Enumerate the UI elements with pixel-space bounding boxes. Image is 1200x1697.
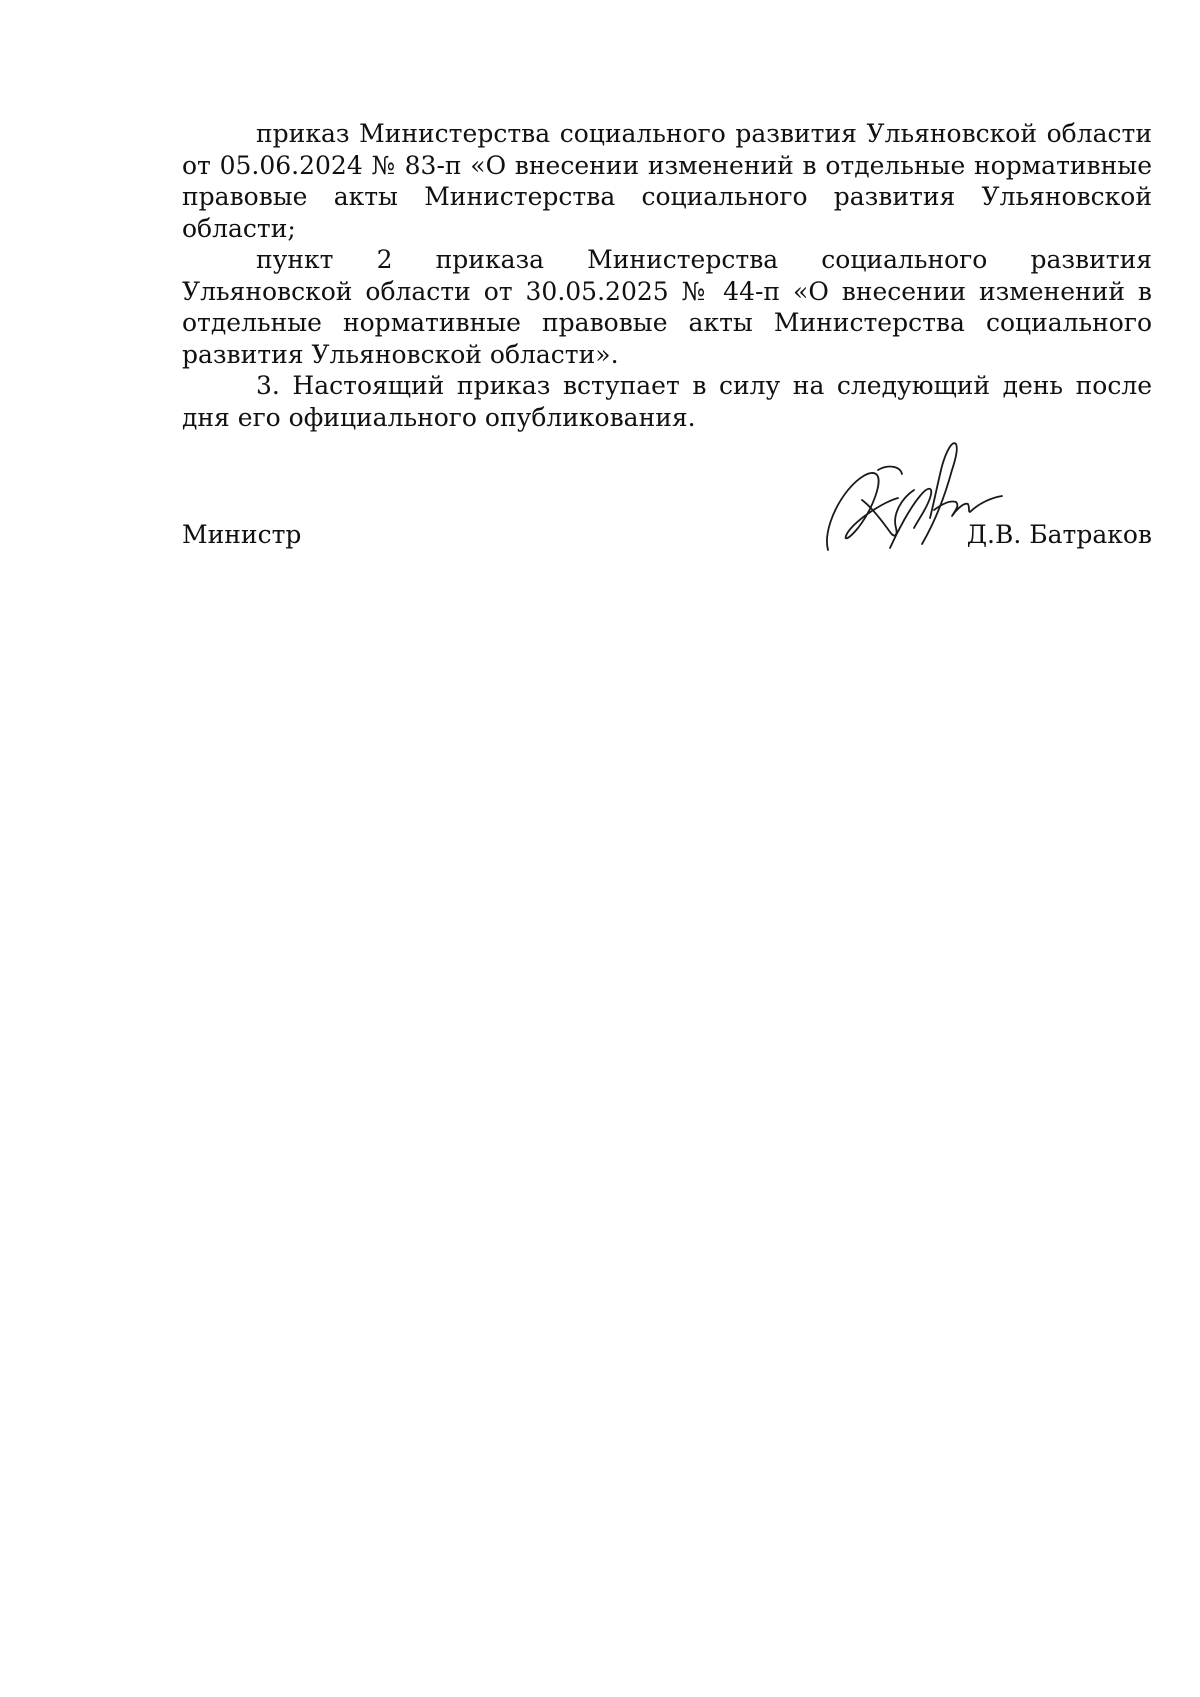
paragraph-order-83: приказ Министерства социального развития Ульяновской области от 05.06.2024 № 83-п «О внесении изменений в отдельные нормативные правовые акты Министерства социального развития Ульяновской области; [182, 119, 1152, 243]
paragraph-order-44: пункт 2 приказа Министерства социального развития Ульяновской области от 30.05.2025 № 44-п «О внесении изменений в отдельные нормативные правовые акты Министерства социального развития Ульяновской области». [182, 245, 1152, 369]
signer-name: Д.В. Батраков [966, 520, 1152, 549]
document-body [182, 118, 1152, 433]
signature-block [182, 440, 1152, 560]
paragraph-effective-date: 3. Настоящий приказ вступает в силу на следующий день после дня его официального опубликования. [182, 371, 1152, 432]
signer-position: Министр [182, 520, 302, 549]
